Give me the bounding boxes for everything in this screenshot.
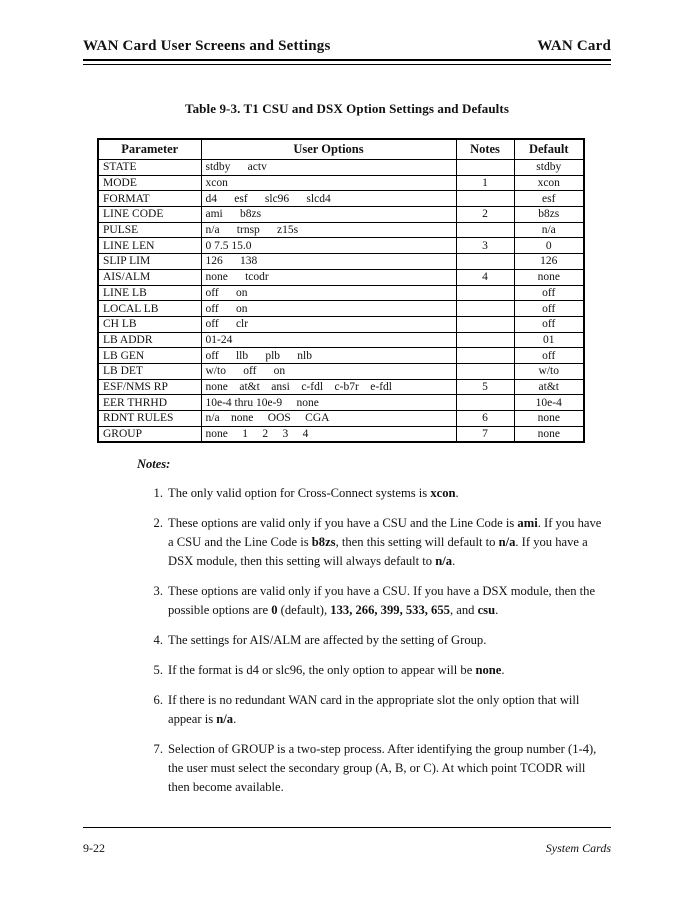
cell-parameter: LINE LEN: [98, 238, 201, 254]
table-body: [98, 160, 584, 443]
footer-page-number: 9-22: [83, 841, 105, 855]
table-row: [98, 363, 584, 379]
table-row: [98, 207, 584, 223]
cell-options: off llb plb nlb: [201, 348, 456, 364]
footer-book-title: System Cards: [545, 841, 611, 855]
note-text: Selection of GROUP is a two-step process. After identifying the group number (1-4), the user must select the secondary group (A, B, or C). At which point TCODR will then become available.: [168, 742, 597, 795]
cell-notes: [456, 363, 514, 379]
note-item: [83, 582, 611, 620]
table-header-row: [98, 139, 584, 160]
cell-options: none tcodr: [201, 269, 456, 285]
table-header: [98, 139, 584, 160]
column-header-default: Default: [514, 139, 584, 160]
note-number: 7.: [153, 742, 163, 757]
cell-notes: [456, 160, 514, 176]
cell-parameter: LINE LB: [98, 285, 201, 301]
cell-parameter: STATE: [98, 160, 201, 176]
note-text: These options are valid only if you have a CSU and the Line Code is ami. If you have a CSU and the Line Code is b8zs, then this setting will default to n/a. If you have a DSX module, then this setting will always default to n/a.: [168, 516, 602, 569]
cell-default: stdby: [514, 160, 584, 176]
cell-default: w/to: [514, 363, 584, 379]
cell-notes: [456, 348, 514, 364]
cell-notes: 6: [456, 411, 514, 427]
cell-parameter: AIS/ALM: [98, 269, 201, 285]
cell-default: 01: [514, 332, 584, 348]
cell-parameter: MODE: [98, 175, 201, 191]
notes-label: Notes:: [137, 457, 171, 472]
table-row: [98, 316, 584, 332]
cell-default: at&t: [514, 379, 584, 395]
table-row: [98, 395, 584, 411]
table-row: [98, 426, 584, 442]
cell-default: off: [514, 301, 584, 317]
cell-options: off on: [201, 301, 456, 317]
cell-notes: 2: [456, 207, 514, 223]
cell-notes: 4: [456, 269, 514, 285]
header-left-title: WAN Card User Screens and Settings: [83, 38, 331, 54]
cell-options: d4 esf slc96 slcd4: [201, 191, 456, 207]
cell-default: none: [514, 426, 584, 442]
column-header-user-options: User Options: [201, 139, 456, 160]
cell-notes: 3: [456, 238, 514, 254]
cell-notes: [456, 316, 514, 332]
table-row: [98, 379, 584, 395]
cell-notes: [456, 301, 514, 317]
cell-options: none 1 2 3 4: [201, 426, 456, 442]
note-text: These options are valid only if you have a CSU. If you have a DSX module, then the possible options are 0 (default), 133, 266, 399, 533, 655, and csu.: [168, 584, 596, 618]
cell-default: n/a: [514, 222, 584, 238]
cell-default: off: [514, 316, 584, 332]
table-row: [98, 191, 584, 207]
cell-parameter: EER THRHD: [98, 395, 201, 411]
cell-parameter: LB GEN: [98, 348, 201, 364]
cell-options: off clr: [201, 316, 456, 332]
cell-notes: 7: [456, 426, 514, 442]
note-text: If the format is d4 or slc96, the only option to appear will be none.: [168, 663, 505, 678]
cell-notes: [456, 395, 514, 411]
cell-options: xcon: [201, 175, 456, 191]
cell-options: 126 138: [201, 254, 456, 270]
note-item: [83, 631, 611, 650]
note-text: The settings for AIS/ALM are affected by the setting of Group.: [168, 633, 487, 648]
column-header-parameter: Parameter: [98, 139, 201, 160]
cell-notes: 5: [456, 379, 514, 395]
note-text: The only valid option for Cross-Connect systems is xcon.: [168, 486, 459, 501]
cell-notes: [456, 191, 514, 207]
header-double-rule: [83, 59, 611, 65]
cell-default: off: [514, 285, 584, 301]
note-number: 3.: [153, 584, 163, 599]
cell-options: none at&t ansi c-fdl c-b7r e-fdl: [201, 379, 456, 395]
table-row: [98, 301, 584, 317]
table-row: [98, 285, 584, 301]
cell-default: xcon: [514, 175, 584, 191]
cell-default: off: [514, 348, 584, 364]
cell-options: w/to off on: [201, 363, 456, 379]
cell-options: n/a none OOS CGA: [201, 411, 456, 427]
cell-parameter: PULSE: [98, 222, 201, 238]
cell-options: 0 7.5 15.0: [201, 238, 456, 254]
option-settings-table: [97, 138, 585, 443]
cell-default: 0: [514, 238, 584, 254]
note-item: [83, 514, 611, 571]
header-right-title: WAN Card: [537, 38, 611, 54]
cell-parameter: LB ADDR: [98, 332, 201, 348]
cell-options: n/a trnsp z15s: [201, 222, 456, 238]
table-row: [98, 160, 584, 176]
cell-notes: [456, 222, 514, 238]
cell-notes: [456, 285, 514, 301]
note-number: 6.: [153, 693, 163, 708]
cell-notes: 1: [456, 175, 514, 191]
table-row: [98, 411, 584, 427]
table-row: [98, 222, 584, 238]
cell-default: 126: [514, 254, 584, 270]
cell-options: 10e-4 thru 10e-9 none: [201, 395, 456, 411]
note-number: 1.: [153, 486, 163, 501]
cell-parameter: LB DET: [98, 363, 201, 379]
cell-parameter: CH LB: [98, 316, 201, 332]
cell-parameter: FORMAT: [98, 191, 201, 207]
cell-parameter: LINE CODE: [98, 207, 201, 223]
table-row: [98, 254, 584, 270]
column-header-notes: Notes: [456, 139, 514, 160]
cell-notes: [456, 254, 514, 270]
cell-options: 01-24: [201, 332, 456, 348]
note-number: 4.: [153, 633, 163, 648]
note-text: If there is no redundant WAN card in the appropriate slot the only option that will appear is n/a.: [168, 693, 580, 727]
cell-default: none: [514, 411, 584, 427]
cell-parameter: GROUP: [98, 426, 201, 442]
table-row: [98, 348, 584, 364]
note-item: [83, 661, 611, 680]
table-row: [98, 269, 584, 285]
cell-parameter: SLIP LIM: [98, 254, 201, 270]
note-number: 5.: [153, 663, 163, 678]
cell-default: 10e-4: [514, 395, 584, 411]
cell-options: off on: [201, 285, 456, 301]
table-title: Table 9-3. T1 CSU and DSX Option Settings and Defaults: [185, 101, 509, 116]
cell-default: none: [514, 269, 584, 285]
page-footer: [83, 827, 611, 856]
cell-notes: [456, 332, 514, 348]
cell-default: esf: [514, 191, 584, 207]
page-header: [83, 38, 611, 55]
cell-default: b8zs: [514, 207, 584, 223]
cell-parameter: LOCAL LB: [98, 301, 201, 317]
cell-options: ami b8zs: [201, 207, 456, 223]
table-row: [98, 175, 584, 191]
cell-options: stdby actv: [201, 160, 456, 176]
table-row: [98, 238, 584, 254]
note-number: 2.: [153, 516, 163, 531]
note-item: [83, 740, 611, 797]
note-item: [83, 484, 611, 503]
cell-parameter: RDNT RULES: [98, 411, 201, 427]
table-row: [98, 332, 584, 348]
notes-list: [83, 484, 611, 797]
cell-parameter: ESF/NMS RP: [98, 379, 201, 395]
note-item: [83, 691, 611, 729]
